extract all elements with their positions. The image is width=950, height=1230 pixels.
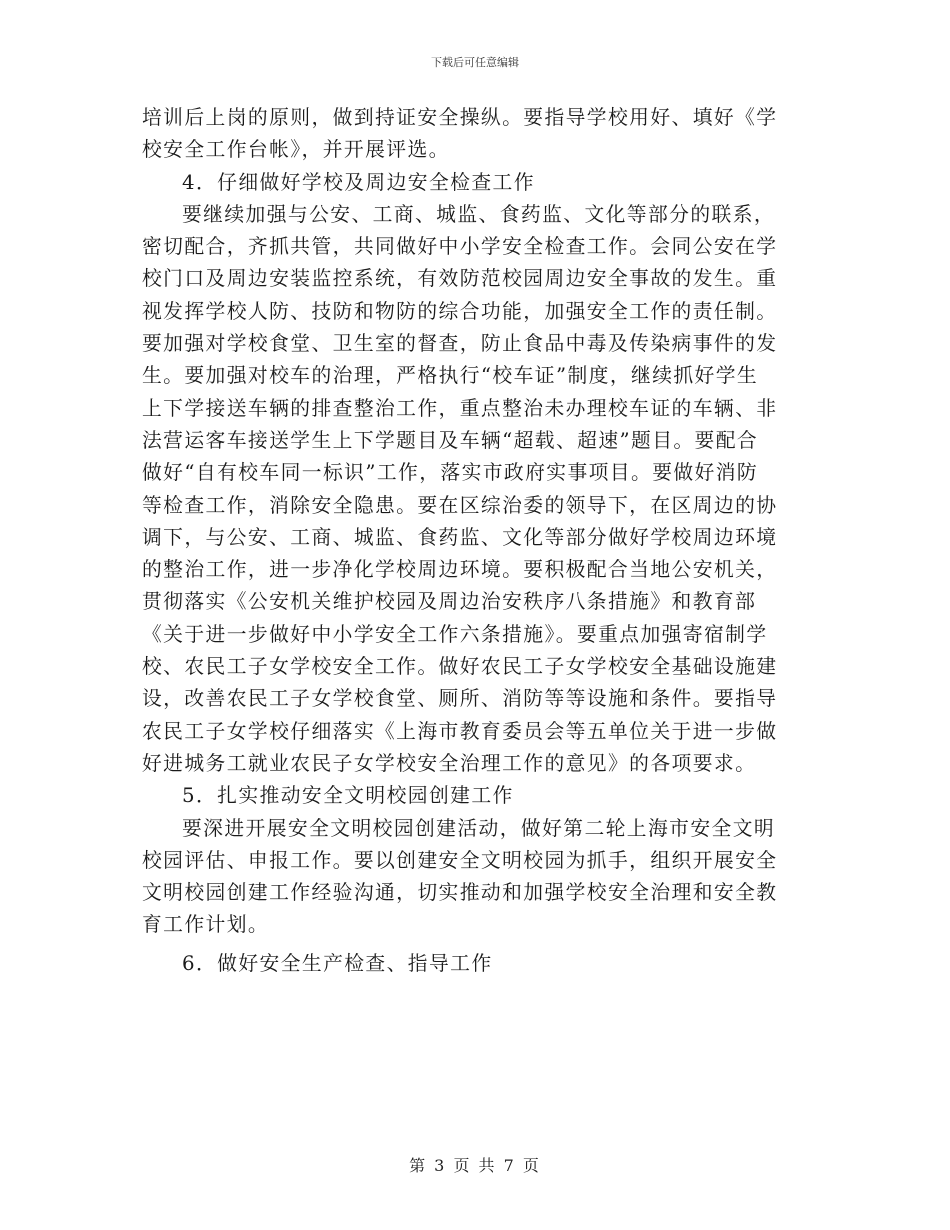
body-line: 好进城务工就业农民子女学校安全治理工作的意见》的各项要求。 bbox=[142, 751, 757, 775]
paragraph-start: 要继续加强与公安、工商、城监、食药监、文化等部分的联系， bbox=[182, 202, 776, 226]
body-line: 《关于进一步做好中小学安全工作六条措施》。要重点加强寄宿制学 bbox=[142, 622, 768, 646]
body-line: 校安全工作台帐》，并开展评选。 bbox=[142, 138, 450, 162]
body-line: 法营运客车接送学生上下学题目及车辆“超载、超速”题目。要配合 bbox=[142, 428, 759, 452]
body-line: 农民工子女学校仔细落实《上海市教育委员会等五单位关于进一步做 bbox=[142, 719, 778, 743]
body-line: 设，改善农民工子女学校食堂、厕所、消防等等设施和条件。要指导 bbox=[142, 687, 778, 711]
page-number-footer: 第 3 页 共 7 页 bbox=[409, 1156, 541, 1175]
body-line: 要加强对学校食堂、卫生室的督查，防止食品中毒及传染病事件的发 bbox=[142, 332, 778, 356]
body-line: 生。要加强对校车的治理，严格执行“校车证”制度，继续抓好学生 bbox=[142, 364, 759, 388]
body-line: 校、农民工子女学校安全工作。做好农民工子女学校安全基础设施建 bbox=[142, 655, 778, 679]
paragraph-start: 要深进开展安全文明校园创建活动，做好第二轮上海市安全文明 bbox=[182, 816, 776, 840]
body-line: 视发挥学校人防、技防和物防的综合功能，加强安全工作的责任制。 bbox=[142, 299, 778, 323]
body-line: 等检查工作，消除安全隐患。要在区综治委的领导下，在区周边的协 bbox=[142, 493, 778, 517]
body-line: 培训后上岗的原则，做到持证安全操纵。要指导学校用好、填好《学 bbox=[142, 106, 778, 129]
document-body bbox=[142, 102, 807, 980]
body-line: 育工作计划。 bbox=[142, 913, 270, 937]
body-line: 校园评估、申报工作。要以创建安全文明校园为抓手，组织开展安全 bbox=[142, 848, 778, 872]
body-line: 上下学接送车辆的排查整治工作，重点整治未办理校车证的车辆、非 bbox=[142, 396, 778, 420]
header-note: 下载后可任意编辑 bbox=[431, 56, 519, 69]
body-line: 校门口及周边安装监控系统，有效防范校园周边安全事故的发生。重 bbox=[142, 267, 778, 291]
body-line: 密切配合，齐抓共管，共同做好中小学安全检查工作。会同公安在学 bbox=[142, 235, 778, 259]
section-heading-4: 4．仔细做好学校及周边安全检查工作 bbox=[182, 170, 535, 194]
body-line: 文明校园创建工作经验沟通，切实推动和加强学校安全治理和安全教 bbox=[142, 881, 778, 905]
body-line: 调下，与公安、工商、城监、食药监、文化等部分做好学校周边环境 bbox=[142, 525, 778, 549]
body-line: 的整治工作，进一步净化学校周边环境。要积极配合当地公安机关， bbox=[142, 558, 778, 582]
section-heading-6: 6．做好安全生产检查、指导工作 bbox=[182, 951, 493, 975]
body-line: 做好“自有校车同一标识”工作，落实市政府实事项目。要做好消防 bbox=[142, 461, 759, 485]
section-heading-5: 5．扎实推动安全文明校园创建工作 bbox=[182, 784, 514, 808]
body-line: 贯彻落实《公安机关维护校园及周边治安秩序八条措施》和教育部 bbox=[142, 590, 757, 614]
